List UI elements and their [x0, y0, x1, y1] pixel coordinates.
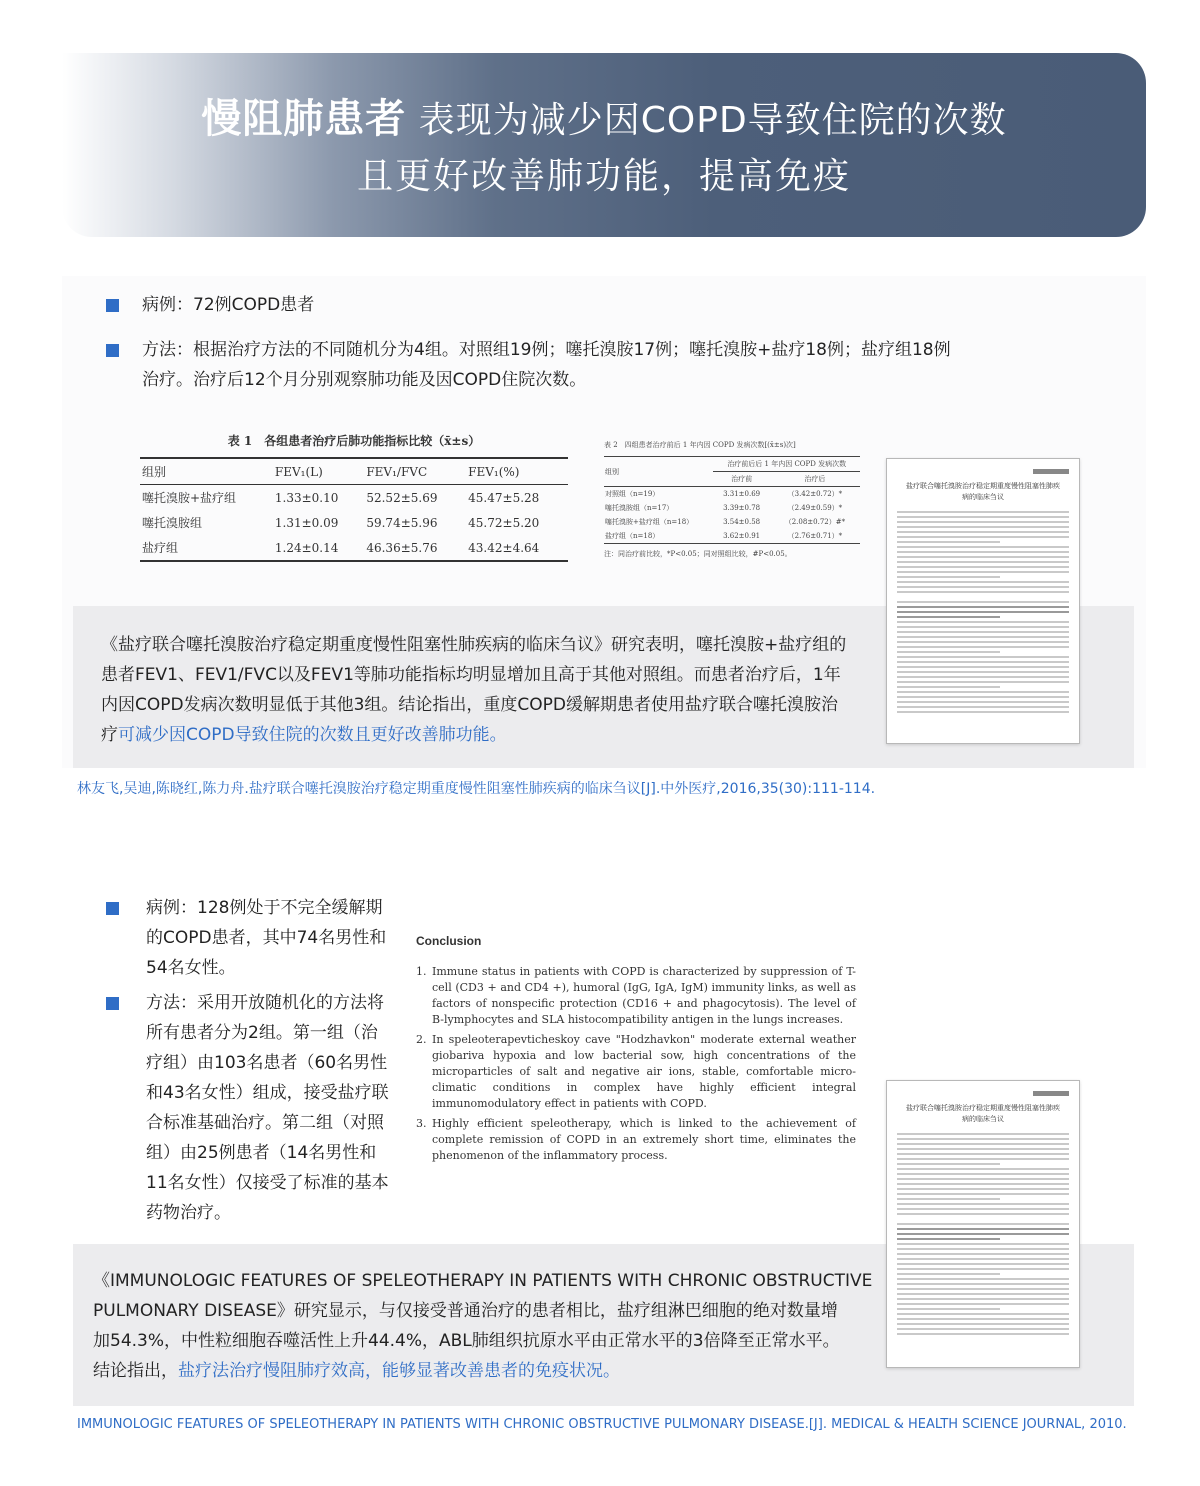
table2-header-group: 组别: [604, 457, 713, 487]
table-cell: 3.39±0.78: [723, 504, 761, 512]
table1-header: FEV₁(L): [273, 458, 364, 485]
paper-text-line: [897, 1303, 1069, 1305]
paper-text-line: [897, 671, 1069, 673]
paper-text-line: [897, 551, 1069, 553]
list-item: [416, 1116, 856, 1164]
section2-quote-line: 加54.3%，中性粒细胞吞噬活性上升44.4%，ABL肺组织抗原水平由正常水平的3倍降至正常水平。: [93, 1331, 840, 1351]
table1-grid: [140, 457, 568, 562]
bullet-square-icon: [106, 997, 119, 1010]
paper-text-line: [897, 621, 1069, 623]
section2-citation: IMMUNOLOGIC FEATURES OF SPELEOTHERAPY IN PATIENTS WITH CHRONIC OBSTRUCTIVE PULMONARY DISEASE.[J]. MEDICAL & HEALTH SCIENCE JOURNAL, 2010.: [77, 1417, 1127, 1432]
banner-title: [62, 95, 1146, 145]
paper-text-line: [897, 571, 1069, 573]
paper-text-line: [897, 1163, 1000, 1165]
paper-text-line: [897, 546, 1069, 548]
section2-method-line: 11名女性）仅接受了标准的基本: [146, 1173, 389, 1193]
section2-quote-line: PULMONARY DISEASE》研究显示，与仅接受普通治疗的患者相比，盐疗组淋巴细胞的绝对数量增: [93, 1301, 838, 1321]
paper-text-line: [897, 1178, 1069, 1180]
paper-text-line: [897, 511, 1069, 513]
paper-text-line: [897, 586, 1069, 588]
table-cell: 3.31±0.69: [723, 490, 761, 498]
list-item-text: Highly efficient speleotherapy, which is linked to the achievement of complete remission of COPD in an extremely short time, eliminates the phenomenon of the inflammatory process.: [432, 1117, 856, 1162]
section1-quote-highlight: 可减少因COPD导致住院的次数且更好改善肺功能。: [118, 725, 507, 745]
table-cell: 3.54±0.58: [723, 518, 761, 526]
paper-text-line: [897, 1148, 1069, 1150]
paper-text-line: [897, 526, 1069, 528]
paper-text-line: [897, 691, 1069, 693]
paper-text-line: [897, 606, 1069, 608]
paper-text-line: [897, 1318, 1069, 1320]
paper-text-line: [897, 1228, 1069, 1230]
banner-title-bold: 慢阻肺患者: [201, 96, 407, 142]
paper-text-line: [897, 706, 1069, 708]
paper-text-line: [897, 1143, 1069, 1145]
list-item-number: 3.: [416, 1117, 427, 1130]
section2-quote-line: 《IMMUNOLOGIC FEATURES OF SPELEOTHERAPY IN PATIENTS WITH CHRONIC OBSTRUCTIVE: [93, 1271, 873, 1291]
paper-header-mark: [1033, 469, 1069, 474]
paper-text-line: [897, 666, 1069, 668]
section1-case-bullet: [106, 290, 1006, 320]
list-item: [416, 1032, 856, 1112]
paper-text-line: [897, 1253, 1069, 1255]
table-cell: （3.42±0.72）*: [787, 490, 843, 498]
paper-text-line: [897, 601, 1069, 603]
paper-text-line: [897, 1193, 1069, 1195]
paper-text-line: [897, 536, 1069, 538]
paper-text-line: [897, 1168, 1069, 1170]
table-cell: 52.52±5.69: [366, 490, 438, 505]
paper-text-line: [897, 611, 1069, 613]
paper-text-line: [897, 1213, 1069, 1215]
section2-case-line: 病例：128例处于不完全缓解期: [146, 898, 383, 918]
list-item-text: In speleoterapevticheskoy cave "Hodzhavkon" moderate external weather giobariva hypoxia and low bacterial sow, high concentrations of the microparticles of salt and negative air ions, stable, comfortable micro-climatic conditions in complex have highly efficient integral immunomodulatory effect in patients with COPD.: [432, 1033, 856, 1110]
paper-text-line: [897, 541, 1000, 543]
conclusion-heading: Conclusion: [416, 934, 482, 948]
paper-text-line: [897, 1333, 1069, 1335]
table-cell: 1.33±0.10: [274, 490, 339, 505]
paper-text-line: [897, 1323, 1069, 1325]
paper-text-line: [897, 1153, 1069, 1155]
paper-text-line: [897, 1298, 1069, 1300]
paper-thumbnail-2: [886, 1080, 1080, 1368]
section2-case-line: 54名女性。: [146, 958, 236, 978]
paper-text-line: [897, 1288, 1069, 1290]
section2-case-bullet: [106, 893, 406, 983]
table1: [140, 432, 568, 562]
table-row: [604, 515, 860, 529]
paper-text-line: [897, 616, 1000, 618]
paper-text-line: [897, 676, 1069, 678]
section2-method-bullet: [106, 988, 406, 1228]
table1-header: FEV₁/FVC: [364, 458, 466, 485]
paper-text-line: [897, 1313, 1069, 1315]
paper-text-line: [897, 711, 1069, 713]
paper-text-line: [897, 626, 1069, 628]
section2-quote-highlight: 盐疗法治疗慢阻肺疗效高，能够显著改善患者的免疫状况。: [178, 1361, 620, 1381]
paper-text-line: [897, 561, 1069, 563]
section2-method-line: 组）由25例患者（14名男性和: [146, 1143, 377, 1163]
paper-text-line: [897, 516, 1069, 518]
banner-subtitle: 且更好改善肺功能，提高免疫: [356, 156, 851, 197]
list-item-number: 1.: [416, 965, 427, 978]
section2-method-line: 药物治疗。: [146, 1203, 231, 1223]
table-cell: 59.74±5.96: [366, 515, 438, 530]
paper-text-line: [897, 1233, 1069, 1235]
bullet-square-icon: [106, 299, 119, 312]
paper-header-mark: [1033, 1091, 1069, 1096]
paper-text-line: [897, 656, 1069, 658]
table-cell: 45.72±5.20: [468, 515, 540, 530]
paper-text-line: [897, 1243, 1069, 1245]
table1-header: 组别: [140, 458, 273, 485]
table1-caption: 表 1 各组患者治疗后肺功能指标比较（x̄±s）: [227, 434, 481, 448]
table-row: [140, 510, 568, 535]
section2-quote-plain: 结论指出，: [93, 1361, 178, 1381]
table-cell: 46.36±5.76: [364, 535, 466, 561]
paper-text-line: [897, 696, 1069, 698]
paper-text-line: [897, 1208, 1069, 1210]
table-cell: 噻托溴胺组（n=17）: [605, 504, 674, 512]
table2-caption: 表 2 四组患者治疗前后 1 年内因 COPD 发病次数[(x̄±s)次]: [604, 441, 796, 449]
table-row: [140, 485, 568, 511]
paper-text-line: [897, 1258, 1069, 1260]
paper-title: 盐疗联合噻托溴胺治疗稳定期重度慢性阻塞性肺疾病的临床刍议: [906, 482, 1060, 501]
paper-text-line: [897, 1188, 1069, 1190]
table-cell: 3.62±0.91: [713, 529, 769, 544]
paper-text-line: [897, 651, 1000, 653]
conclusion-excerpt: [416, 934, 856, 1168]
table-cell: 对照组（n=19）: [605, 490, 660, 498]
paper-text-line: [897, 1283, 1069, 1285]
paper-title: 盐疗联合噻托溴胺治疗稳定期重度慢性阻塞性肺疾病的临床刍议: [906, 1104, 1060, 1123]
paper-text-line: [897, 1248, 1069, 1250]
paper-text-line: [897, 1268, 1069, 1270]
table-cell: （2.76±0.71）*: [770, 529, 860, 544]
table2-header-span: 治疗前后后 1 年内因 COPD 发病次数: [713, 457, 860, 472]
paper-text-line: [897, 591, 1069, 593]
table-cell: 盐疗组（n=18）: [604, 529, 713, 544]
table-cell: 1.31±0.09: [274, 515, 339, 530]
paper-text-line: [897, 581, 1069, 583]
section1-quote-text: 《盐疗联合噻托溴胺治疗稳定期重度慢性阻塞性肺疾病的临床刍议》研究表明，噻托溴胺+盐疗组的患者FEV1、FEV1/FVC以及FEV1等肺功能指标均明显增加且高于其他对照组。而患者治疗后，1年内因COPD发病次数明显低于其他3组。结论指出，重度COPD缓解期患者使用盐疗联合噻托溴胺治疗: [101, 635, 847, 745]
section1-method-line1: 方法：根据治疗方法的不同随机分为4组。对照组19例；噻托溴胺17例；噻托溴胺+盐疗18例；盐疗组18例: [142, 340, 951, 360]
section2-method-line: 方法：采用开放随机化的方法将: [146, 993, 384, 1013]
table2-note: 注：同治疗前比较，*P<0.05；同对照组比较，#P<0.05。: [604, 550, 792, 558]
paper-text-line: [897, 646, 1069, 648]
paper-text-line: [897, 1198, 1000, 1200]
paper-text-line: [897, 521, 1069, 523]
table-cell: （2.49±0.59）*: [787, 504, 843, 512]
paper-body-lines: [897, 511, 1069, 713]
paper-text-line: [897, 1263, 1069, 1265]
section1-case-text: 病例：72例COPD患者: [142, 295, 315, 315]
bullet-square-icon: [106, 902, 119, 915]
paper-text-line: [897, 661, 1069, 663]
section2-method-line: 和43名女性）组成，接受盐疗联: [146, 1083, 389, 1103]
paper-text-line: [897, 1293, 1069, 1295]
table2-header-after: 治疗后: [770, 472, 860, 487]
section2-case-line: 的COPD患者，其中74名男性和: [146, 928, 387, 948]
paper-text-line: [897, 1273, 1000, 1275]
section2-method-line: 合标准基础治疗。第二组（对照: [146, 1113, 384, 1133]
list-item-text: Immune status in patients with COPD is characterized by suppression of T-cell (CD3 + and CD4 +), humoral (IgG, IgA, IgM) immunity links, as well as factors of nonspecific protection (CD16 + and phagocytosis). The level of B-lymphocytes and SLA histocompatibility antigen in the lungs increases.: [432, 965, 856, 1026]
table-row: [140, 535, 568, 561]
table2: [604, 440, 860, 559]
table-row: [604, 487, 860, 502]
paper-thumbnail-1: [886, 458, 1080, 744]
paper-text-line: [897, 686, 1000, 688]
table-cell: 1.24±0.14: [273, 535, 364, 561]
section1-citation: 林友飞,吴迪,陈晓红,陈力舟.盐疗联合噻托溴胺治疗稳定期重度慢性阻塞性肺疾病的临床刍议[J].中外医疗,2016,35(30):111-114.: [77, 781, 876, 797]
list-item: [416, 964, 856, 1028]
paper-text-line: [897, 1238, 1000, 1240]
table-cell: 盐疗组: [140, 535, 273, 561]
table1-header: FEV₁(%): [466, 458, 568, 485]
table-row: [604, 501, 860, 515]
banner-title-rest: 表现为减少因COPD导致住院的次数: [418, 100, 1007, 141]
paper-text-line: [897, 636, 1069, 638]
paper-text-line: [897, 576, 1000, 578]
paper-text-line: [897, 1133, 1069, 1135]
paper-text-line: [897, 641, 1069, 643]
paper-text-line: [897, 1138, 1069, 1140]
paper-text-line: [897, 1278, 1069, 1280]
list-item-number: 2.: [416, 1033, 427, 1046]
conclusion-list: [416, 964, 856, 1164]
paper-text-line: [897, 1158, 1069, 1160]
table-cell: 噻托溴胺+盐疗组: [142, 491, 237, 505]
paper-text-line: [897, 556, 1069, 558]
table-row: [604, 529, 860, 544]
table2-grid: [604, 456, 860, 544]
paper-text-line: [897, 531, 1069, 533]
paper-body-lines: [897, 1133, 1069, 1335]
paper-text-line: [897, 631, 1069, 633]
section1-method-bullet: [106, 335, 1106, 395]
bullet-square-icon: [106, 344, 119, 357]
paper-text-line: [897, 566, 1069, 568]
table-cell: （2.08±0.72）#*: [784, 518, 846, 526]
paper-text-line: [897, 1203, 1069, 1205]
table-cell: 噻托溴胺+盐疗组（n=18）: [605, 518, 694, 526]
paper-text-line: [897, 1183, 1069, 1185]
table-cell: 43.42±4.64: [466, 535, 568, 561]
paper-text-line: [897, 681, 1069, 683]
paper-text-line: [897, 1328, 1069, 1330]
table2-header-before: 治疗前: [713, 472, 769, 487]
section2-method-line: 所有患者分为2组。第一组（治: [146, 1023, 378, 1043]
paper-text-line: [897, 701, 1069, 703]
table-cell: 45.47±5.28: [468, 490, 540, 505]
section2-method-line: 疗组）由103名患者（60名男性: [146, 1053, 388, 1073]
table-cell: 噻托溴胺组: [142, 516, 203, 530]
paper-text-line: [897, 1173, 1069, 1175]
section1-method-line2: 治疗。治疗后12个月分别观察肺功能及因COPD住院次数。: [142, 370, 587, 390]
header-banner: [62, 53, 1146, 237]
paper-text-line: [897, 1308, 1000, 1310]
paper-text-line: [897, 1223, 1069, 1225]
